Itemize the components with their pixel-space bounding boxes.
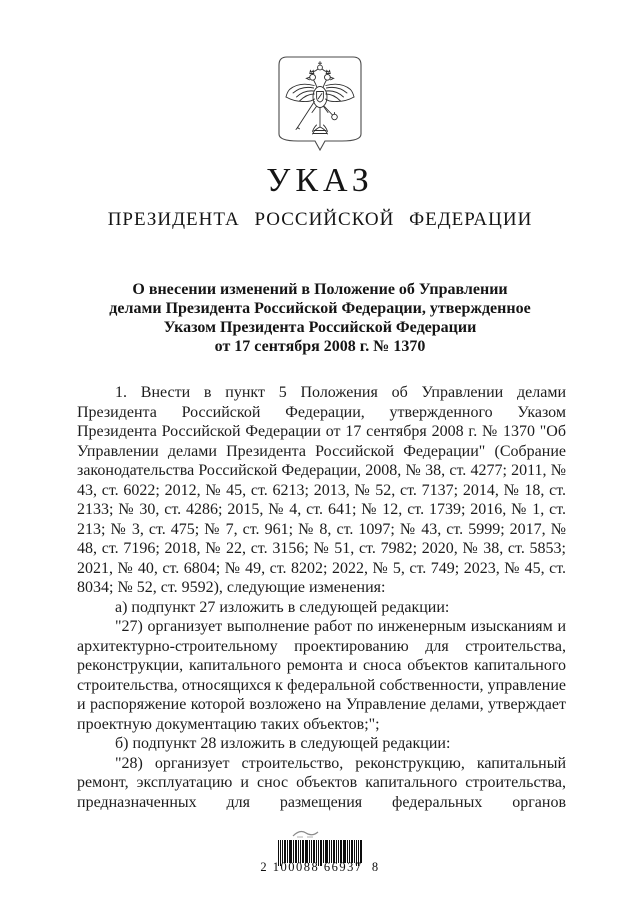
barcode bbox=[0, 828, 640, 875]
ink-smudge-artifact bbox=[291, 828, 321, 839]
document-type-title: УКАЗ bbox=[266, 162, 374, 199]
body-paragraph: "28) организует строительство, реконструкцию, капитальный ремонт, эксплуатацию и снос объектов капитального строительства, предназначенных для размещения федеральных органов bbox=[77, 754, 566, 811]
barcode-number: 2 100088 66937 8 bbox=[260, 860, 380, 874]
russian-coat-of-arms-icon bbox=[278, 56, 362, 156]
document-title bbox=[0, 280, 640, 356]
body-paragraph: б) подпункт 28 изложить в следующей редакции: bbox=[115, 735, 451, 752]
document-title-line: делами Президента Российской Федерации, утвержденное bbox=[109, 300, 531, 317]
body-paragraph: "27) организует выполнение работ по инженерным изысканиям и архитектурно-строительному проектированию для строительства, реконструкции, капитального ремонта и сноса объектов капитального строительства, относящихся к федеральной собственности, управление и распоряжение которой возложено на Управление делами, утверждает проектную документацию таких объектов;"; bbox=[77, 618, 566, 733]
document-title-line: Указом Президента Российской Федерации bbox=[163, 319, 477, 336]
document-body bbox=[77, 383, 566, 812]
document-title-line: О внесении изменений в Положение об Управлении bbox=[132, 281, 508, 298]
body-paragraph: а) подпункт 27 изложить в следующей редакции: bbox=[115, 598, 450, 616]
document-title-line: от 17 сентября 2008 г. № 1370 bbox=[214, 338, 426, 355]
body-paragraph: 1. Внести в пункт 5 Положения об Управлении делами Президента Российской Федерации, утвержденного Указом Президента Российской Федерации от 17 сентября 2008 г. № 1370 "Об Управлении делами Президента Российской Федерации" (Собрание законодательства Российской Федерации, 2008, № 38, ст. 4277; 2011, № 43, ст. 6022; 2012, № 45, ст. 6213; 2013, № 52, ст. 7137; 2014, № 18, ст. 2133; № 30, ст. 4286; 2015, № 4, ст. 641; № 12, ст. 1739; 2016, № 1, ст. 213; № 3, ст. 475; № 7, ст. 961; № 8, ст. 1097; № 43, ст. 5999; 2017, № 48, ст. 7196; 2018, № 22, ст. 3156; № 51, ст. 7982; 2020, № 38, ст. 5853; 2021, № 40, ст. 6804; № 49, ст. 8202; 2022, № 5, ст. 749; 2023, № 45, ст. 8034; № 52, ст. 9592), следующие изменения: bbox=[77, 384, 566, 596]
document-issuer: ПРЕЗИДЕНТА РОССИЙСКОЙ ФЕДЕРАЦИИ bbox=[107, 209, 533, 230]
